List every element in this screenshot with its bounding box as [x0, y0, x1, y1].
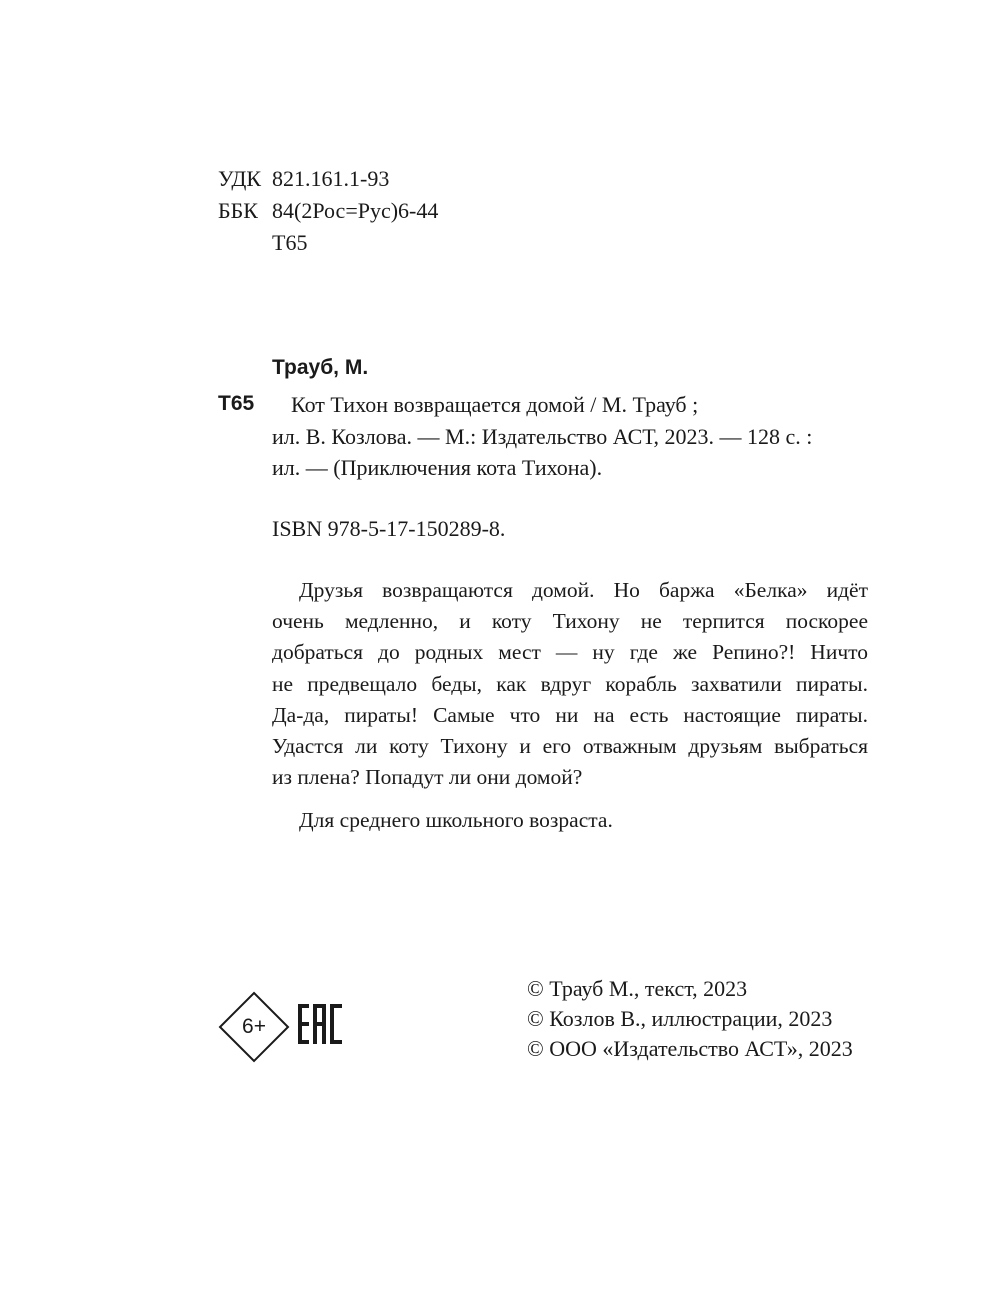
udk-value: 821.161.1-93	[272, 166, 390, 191]
author-mark-bold: Т65	[218, 392, 255, 415]
annotation-line: Да-да, пираты! Самые что ни на есть настоящие пираты.	[272, 702, 868, 727]
author-heading: Трауб, М.	[272, 356, 369, 379]
copyright-publisher: © ООО «Издательство АСТ», 2023	[527, 1036, 853, 1061]
annotation-line: не предвещало беды, как вдруг корабль захватили пираты.	[272, 671, 868, 696]
isbn: ISBN 978-5-17-150289-8.	[272, 516, 506, 541]
bib-line-3: ил. — (Приключения кота Тихона).	[272, 455, 603, 480]
eac-logo-icon	[298, 1004, 342, 1044]
annotation-paragraph	[272, 575, 868, 793]
udk-label: УДК	[218, 166, 262, 191]
author-mark-code: Т65	[272, 230, 308, 255]
bbk-label: ББК	[218, 198, 258, 223]
bib-line-2: ил. В. Козлова. — М.: Издательство АСТ, 2023. — 128 с. :	[272, 424, 813, 449]
annotation-line: добраться до родных мест — ну где же Репино?! Ничто	[272, 640, 868, 665]
audience-note: Для среднего школьного возраста.	[299, 808, 613, 832]
annotation-line: Удастся ли коту Тихону и его отважным друзьям выбраться	[272, 734, 868, 759]
age-rating-text: 6+	[242, 1015, 266, 1038]
copyright-text: © Трауб М., текст, 2023	[527, 976, 748, 1001]
annotation-line: очень медленно, и коту Тихону не терпится поскорее	[272, 609, 868, 634]
copyright-illustrations: © Козлов В., иллюстрации, 2023	[527, 1006, 833, 1031]
annotation-line: Друзья возвращаются домой. Но баржа «Белка» идёт	[299, 578, 868, 602]
age-rating-badge	[218, 991, 290, 1063]
annotation-line: из плена? Попадут ли они домой?	[272, 765, 583, 790]
bib-line-1: Кот Тихон возвращается домой / М. Трауб ;	[291, 392, 699, 417]
bbk-value: 84(2Рос=Рус)6-44	[272, 198, 439, 223]
